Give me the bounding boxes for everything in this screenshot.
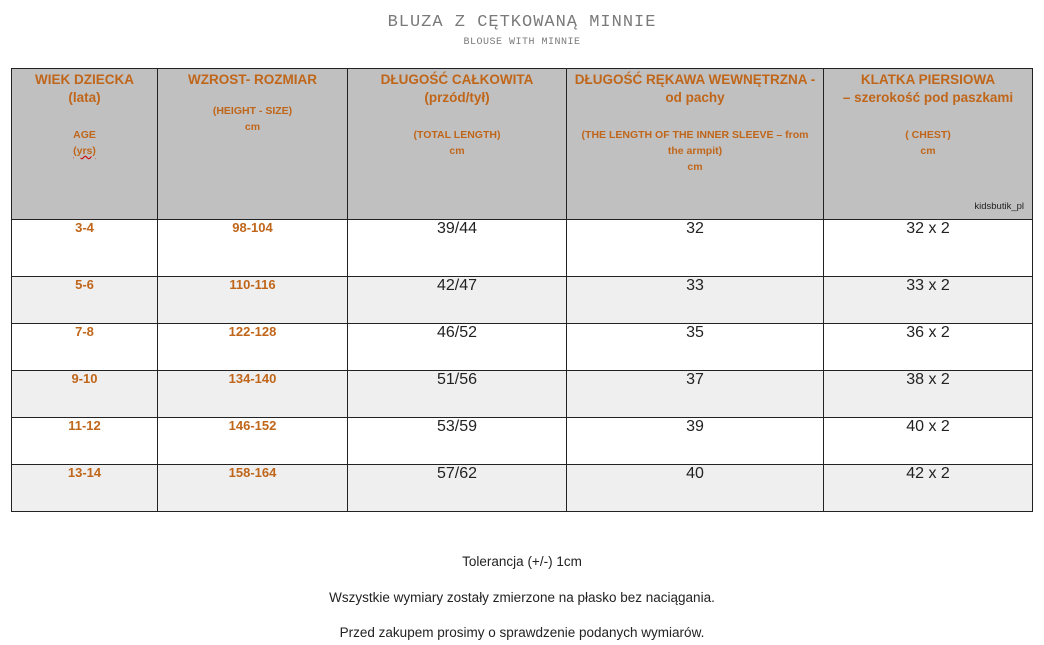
header-chest — [824, 69, 1033, 220]
cell-age: 7-8 — [12, 324, 158, 371]
cell-age: 3-4 — [12, 220, 158, 277]
cell-chest: 33 x 2 — [824, 277, 1033, 324]
cell-sleeve: 33 — [567, 277, 824, 324]
cell-age: 9-10 — [12, 371, 158, 418]
header-sleeve-sub-unit: cm — [687, 161, 703, 173]
check-note: Przed zakupem prosimy o sprawdzenie podanych wymiarów. — [339, 625, 705, 640]
cell-age: 13-14 — [12, 465, 158, 512]
page-subtitle: BLOUSE WITH MINNIE — [463, 37, 581, 48]
header-row — [12, 69, 1033, 220]
header-sleeve-unit: od pachy — [665, 90, 725, 105]
table-row — [12, 465, 1033, 512]
tolerance-note: Tolerancja (+/-) 1cm — [462, 554, 582, 569]
table-row — [12, 324, 1033, 371]
cell-chest: 38 x 2 — [824, 371, 1033, 418]
cell-size: 98-104 — [158, 220, 348, 277]
cell-size: 146-152 — [158, 418, 348, 465]
header-chest-title: KLATKA PIERSIOWA — [860, 72, 996, 87]
cell-size: 110-116 — [158, 277, 348, 324]
header-length-sub-unit: cm — [449, 145, 465, 157]
table-row — [12, 277, 1033, 324]
table-row — [12, 220, 1033, 277]
cell-length: 57/62 — [348, 465, 567, 512]
header-size — [158, 69, 348, 220]
cell-sleeve: 40 — [567, 465, 824, 512]
cell-size: 158-164 — [158, 465, 348, 512]
header-sleeve-sub-2: the armpit) — [667, 145, 723, 157]
header-sleeve-title: DŁUGOŚĆ RĘKAWA WEWNĘTRZNA - — [574, 72, 816, 87]
header-chest-unit: – szerokość pod paszkami — [842, 90, 1014, 105]
header-age-title: WIEK DZIECKA — [35, 72, 134, 87]
header-chest-sub-unit: cm — [920, 145, 936, 157]
size-table — [11, 68, 1033, 512]
credit-watermark: kidsbutik_pl — [974, 201, 1024, 212]
cell-chest: 32 x 2 — [824, 220, 1033, 277]
header-length-unit: (przód/tył) — [424, 90, 490, 105]
header-length-sub: (TOTAL LENGTH) — [413, 129, 501, 141]
header-sleeve — [567, 69, 824, 220]
table-row — [12, 371, 1033, 418]
table-row — [12, 418, 1033, 465]
cell-age: 11-12 — [12, 418, 158, 465]
cell-length: 39/44 — [348, 220, 567, 277]
cell-chest: 36 x 2 — [824, 324, 1033, 371]
cell-age: 5-6 — [12, 277, 158, 324]
cell-chest: 42 x 2 — [824, 465, 1033, 512]
header-age — [12, 69, 158, 220]
header-age-sub-unit: (yrs) — [73, 145, 96, 157]
header-age-unit: (lata) — [68, 90, 101, 105]
header-size-title: WZROST- ROZMIAR — [188, 72, 317, 87]
header-length — [348, 69, 567, 220]
cell-length: 46/52 — [348, 324, 567, 371]
header-age-sub: AGE — [73, 129, 96, 141]
cell-length: 53/59 — [348, 418, 567, 465]
cell-length: 51/56 — [348, 371, 567, 418]
cell-length: 42/47 — [348, 277, 567, 324]
header-sleeve-sub: (THE LENGTH OF THE INNER SLEEVE – from — [581, 129, 809, 141]
measurement-note: Wszystkie wymiary zostały zmierzone na płasko bez naciągania. — [329, 590, 715, 605]
cell-size: 134-140 — [158, 371, 348, 418]
cell-sleeve: 37 — [567, 371, 824, 418]
cell-sleeve: 39 — [567, 418, 824, 465]
header-size-unit: cm — [244, 121, 261, 133]
header-length-title: DŁUGOŚĆ CAŁKOWITA — [380, 72, 534, 87]
header-chest-sub: ( CHEST) — [905, 129, 951, 141]
page-title: BLUZA Z CĘTKOWANĄ MINNIE — [387, 13, 657, 32]
cell-size: 122-128 — [158, 324, 348, 371]
cell-sleeve: 35 — [567, 324, 824, 371]
header-size-sub: (HEIGHT - SIZE) — [212, 105, 293, 117]
cell-sleeve: 32 — [567, 220, 824, 277]
cell-chest: 40 x 2 — [824, 418, 1033, 465]
